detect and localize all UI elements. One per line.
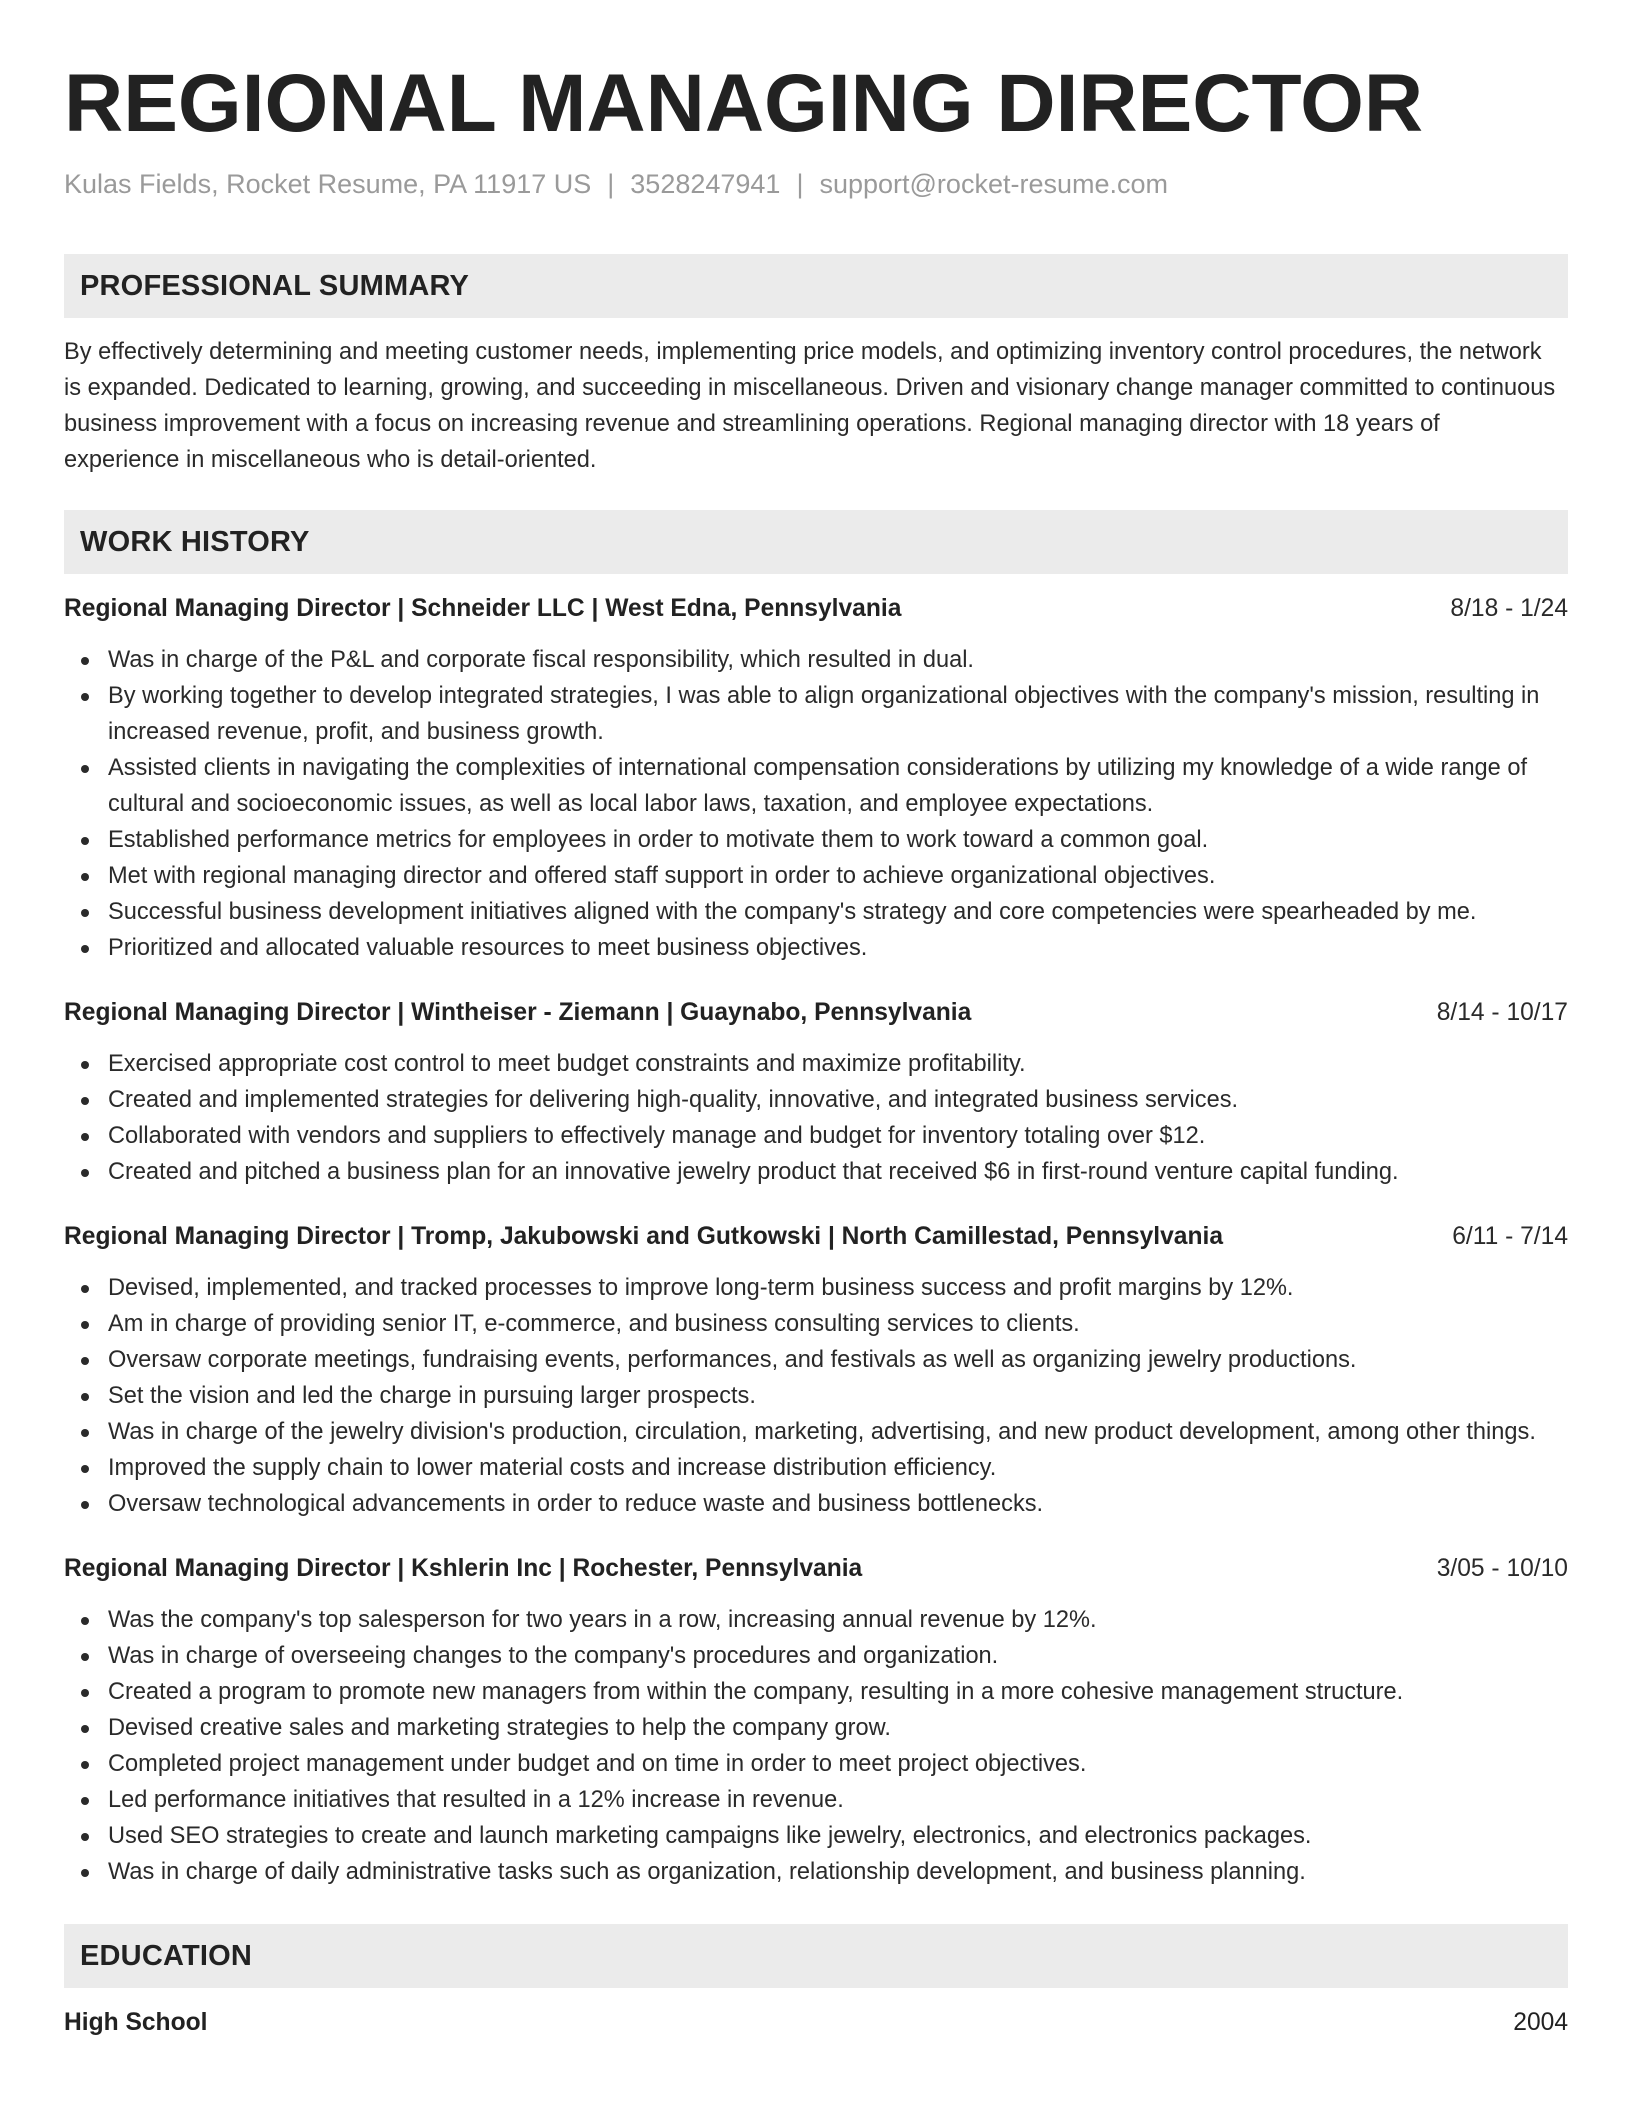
education-section-header: EDUCATION <box>64 1924 1568 1988</box>
job-bullet: Prioritized and allocated valuable resources to meet business objectives. <box>108 930 1568 966</box>
job-dates: 8/18 - 1/24 <box>1450 595 1568 622</box>
contact-email: support@rocket-resume.com <box>819 169 1168 199</box>
job-bullet: Assisted clients in navigating the complexities of international compensation considerations by utilizing my knowledge of a wide range of cultural and socioeconomic issues, as well as local labor laws, taxation, and employee expectations. <box>108 750 1568 822</box>
job-header <box>64 592 1568 626</box>
job-bullet: Exercised appropriate cost control to meet budget constraints and maximize profitability. <box>108 1046 1568 1082</box>
job-bullet: Completed project management under budget and on time in order to meet project objectives. <box>108 1746 1568 1782</box>
job-bullet: Devised creative sales and marketing strategies to help the company grow. <box>108 1710 1568 1746</box>
contact-separator: | <box>607 169 615 199</box>
job-bullet: Collaborated with vendors and suppliers to effectively manage and budget for inventory totaling over $12. <box>108 1118 1568 1154</box>
job-dates: 8/14 - 10/17 <box>1436 999 1568 1026</box>
job-bullet: Was the company's top salesperson for two years in a row, increasing annual revenue by 12%. <box>108 1602 1568 1638</box>
job-entry <box>64 592 1568 966</box>
job-bullet: Led performance initiatives that resulted in a 12% increase in revenue. <box>108 1782 1568 1818</box>
job-bullet: Devised, implemented, and tracked processes to improve long-term business success and profit margins by 12%. <box>108 1270 1568 1306</box>
job-bullet: Used SEO strategies to create and launch marketing campaigns like jewelry, electronics, and electronics packages. <box>108 1818 1568 1854</box>
job-title: Regional Managing Director | Wintheiser - Ziemann | Guaynabo, Pennsylvania <box>64 999 972 1026</box>
job-title: Regional Managing Director | Schneider LLC | West Edna, Pennsylvania <box>64 595 902 622</box>
job-header <box>64 996 1568 1030</box>
job-header <box>64 1220 1568 1254</box>
job-dates: 3/05 - 10/10 <box>1436 1555 1568 1582</box>
job-bullet: Created a program to promote new managers from within the company, resulting in a more cohesive management structure. <box>108 1674 1568 1710</box>
job-bullet: Created and pitched a business plan for an innovative jewelry product that received $6 in first-round venture capital funding. <box>108 1154 1568 1190</box>
job-bullet: Improved the supply chain to lower material costs and increase distribution efficiency. <box>108 1450 1568 1486</box>
summary-text: By effectively determining and meeting customer needs, implementing price models, and optimizing inventory control procedures, the network is expanded. Dedicated to learning, growing, and succeeding in miscellaneous. Driven and visionary change manager committed to continuous business improvement with a focus on increasing revenue and streamlining operations. Regional managing director with 18 years of experience in miscellaneous who is detail-oriented. <box>64 339 1556 473</box>
job-bullet: Oversaw technological advancements in order to reduce waste and business bottlenecks. <box>108 1486 1568 1522</box>
job-bullet: Created and implemented strategies for delivering high-quality, innovative, and integrated business services. <box>108 1082 1568 1118</box>
job-bullet-list <box>64 1046 1568 1190</box>
education-degree: High School <box>64 2009 208 2036</box>
job-bullet-list <box>64 1602 1568 1890</box>
job-bullet: Oversaw corporate meetings, fundraising events, performances, and festivals as well as organizing jewelry productions. <box>108 1342 1568 1378</box>
job-bullet: Was in charge of the jewelry division's production, circulation, marketing, advertising, and new product development, among other things. <box>108 1414 1568 1450</box>
job-entry <box>64 1552 1568 1890</box>
job-bullet: Was in charge of the P&L and corporate fiscal responsibility, which resulted in dual. <box>108 642 1568 678</box>
job-entry <box>64 996 1568 1190</box>
job-bullet: Set the vision and led the charge in pursuing larger prospects. <box>108 1378 1568 1414</box>
contact-address: Kulas Fields, Rocket Resume, PA 11917 US <box>64 169 592 199</box>
summary-section-header: PROFESSIONAL SUMMARY <box>64 254 1568 318</box>
candidate-name: REGIONAL MANAGING DIRECTOR <box>64 58 1424 149</box>
job-bullet: By working together to develop integrated strategies, I was able to align organizational objectives with the company's mission, resulting in increased revenue, profit, and business growth. <box>108 678 1568 750</box>
job-bullet: Was in charge of overseeing changes to the company's procedures and organization. <box>108 1638 1568 1674</box>
job-bullet: Successful business development initiatives aligned with the company's strategy and core competencies were spearheaded by me. <box>108 894 1568 930</box>
job-bullet: Established performance metrics for employees in order to motivate them to work toward a common goal. <box>108 822 1568 858</box>
job-bullet: Am in charge of providing senior IT, e-commerce, and business consulting services to clients. <box>108 1306 1568 1342</box>
contact-line <box>64 166 1568 202</box>
contact-phone: 3528247941 <box>630 169 781 199</box>
job-bullet: Was in charge of daily administrative tasks such as organization, relationship development, and business planning. <box>108 1854 1568 1890</box>
job-dates: 6/11 - 7/14 <box>1452 1223 1568 1250</box>
job-title: Regional Managing Director | Kshlerin Inc | Rochester, Pennsylvania <box>64 1555 863 1582</box>
education-year: 2004 <box>1513 2009 1568 2036</box>
job-bullet-list <box>64 642 1568 966</box>
education-entry <box>64 2006 1568 2040</box>
contact-separator: | <box>796 169 804 199</box>
job-bullet: Met with regional managing director and offered staff support in order to achieve organizational objectives. <box>108 858 1568 894</box>
job-entry <box>64 1220 1568 1522</box>
work-history-section-header: WORK HISTORY <box>64 510 1568 574</box>
job-title: Regional Managing Director | Tromp, Jakubowski and Gutkowski | North Camillestad, Pennsylvania <box>64 1223 1223 1250</box>
work-history-list <box>64 592 1568 1890</box>
job-header <box>64 1552 1568 1586</box>
job-bullet-list <box>64 1270 1568 1522</box>
